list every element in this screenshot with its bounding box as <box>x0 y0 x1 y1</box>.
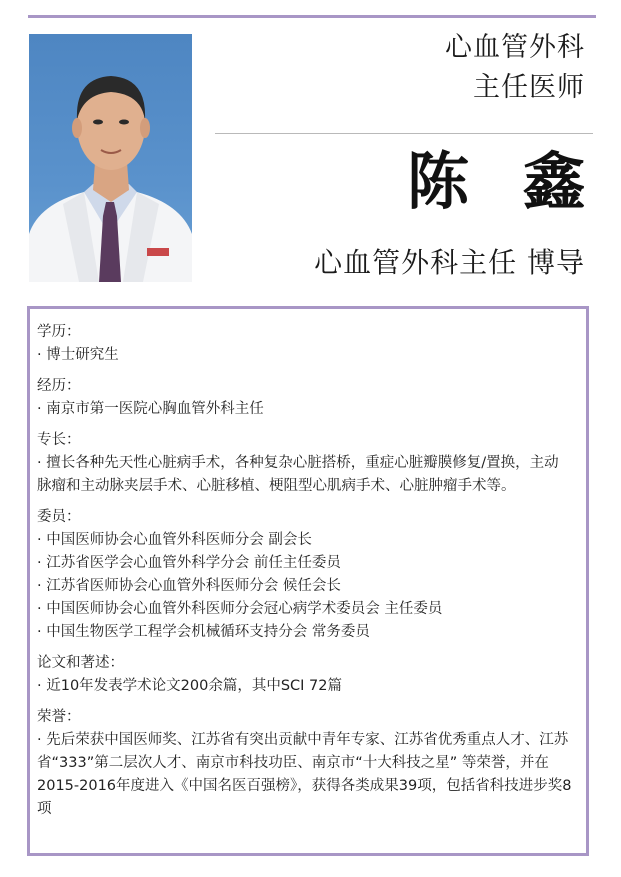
position-label: 心血管外科主任 博导 <box>314 246 585 279</box>
doctor-photo <box>29 34 192 282</box>
profile-details-box <box>27 306 589 856</box>
section-heading: 荣誉： <box>37 709 81 725</box>
list-item: · 江苏省医师协会心血管外科医师分会 候任会长 <box>37 575 572 598</box>
section-heading: 委员： <box>37 509 81 525</box>
education-section <box>37 321 572 367</box>
list-item: · 中国生物医学工程学会机械循环支持分会 常务委员 <box>37 621 572 644</box>
papers-section <box>37 652 572 698</box>
list-item: · 擅长各种先天性心脏病手术，各种复杂心脏搭桥，重症心脏瓣膜修复/置换，主动脉瘤和主动脉夹层手术、心脏移植、梗阻型心肌病手术、心脏肿瘤手术等。 <box>37 452 572 498</box>
list-item: · 江苏省医学会心血管外科学分会 前任主任委员 <box>37 552 572 575</box>
section-heading: 学历： <box>37 324 81 340</box>
top-divider <box>28 15 596 18</box>
list-item: · 先后荣获中国医师奖、江苏省有突出贡献中青年专家、江苏省优秀重点人才、江苏省“333”第二层次人才、南京市科技功臣、南京市“十大科技之星” 等荣誉，并在2015-2016年度进入《中国名医百强榜》，获得各类成果39项，包括省科技进步奖8项 <box>37 729 572 821</box>
specialty-section <box>37 429 572 498</box>
list-item: · 中国医师协会心血管外科医师分会 副会长 <box>37 529 572 552</box>
committee-section <box>37 506 572 644</box>
section-heading: 专长： <box>37 432 81 448</box>
header-title-block <box>445 28 585 108</box>
name-divider <box>215 133 593 134</box>
section-heading: 论文和著述： <box>37 655 124 671</box>
list-item: · 南京市第一医院心胸血管外科主任 <box>37 398 572 421</box>
list-item: · 中国医师协会心血管外科医师分会冠心病学术委员会 主任委员 <box>37 598 572 621</box>
doctor-name <box>407 143 585 221</box>
honors-section <box>37 706 572 821</box>
experience-section <box>37 375 572 421</box>
professional-title: 主任医师 <box>473 72 585 103</box>
department-label: 心血管外科 <box>445 32 585 63</box>
name-char-2: 鑫 <box>522 145 585 218</box>
list-item: · 博士研究生 <box>37 344 572 367</box>
section-heading: 经历： <box>37 378 81 394</box>
name-char-1: 陈 <box>406 145 469 218</box>
list-item: · 近10年发表学术论文200余篇，其中SCI 72篇 <box>37 675 572 698</box>
